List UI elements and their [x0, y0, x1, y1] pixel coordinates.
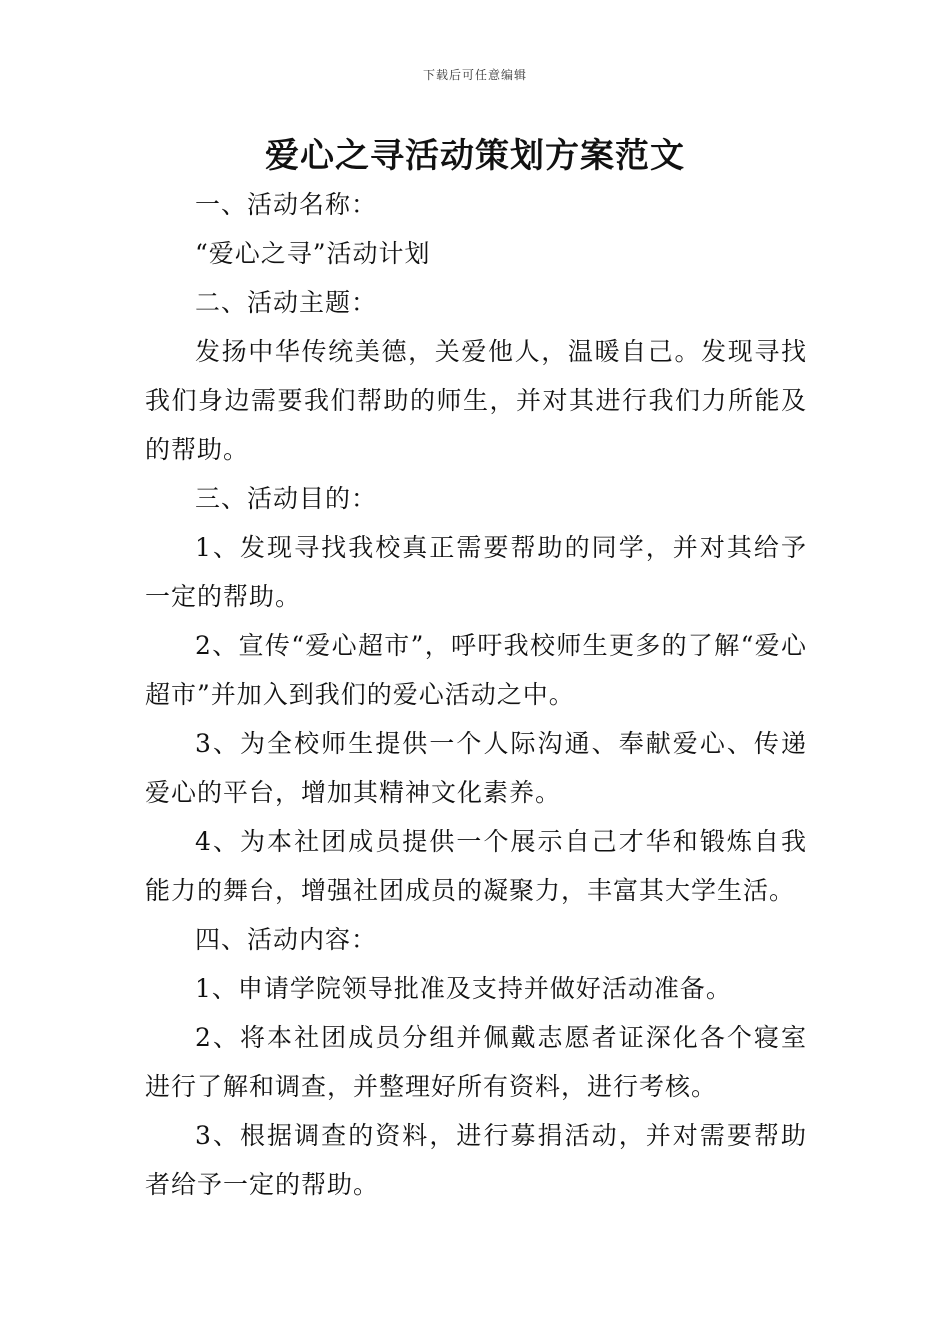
activity-name: “爱心之寻”活动计划 [195, 239, 431, 268]
header-note: 下载后可任意编辑 [422, 68, 527, 82]
purpose-item-4: 4、为本社团成员提供一个展示自己才华和锻炼自我能力的舞台，增强社团成员的凝聚力，丰富其大学生活。 [145, 827, 807, 905]
content-item-2: 2、将本社团成员分组并佩戴志愿者证深化各个寝室进行了解和调查，并整理好所有资料，进行考核。 [145, 1023, 807, 1101]
section-heading-theme: 二、活动主题： [195, 288, 378, 317]
purpose-item-2: 2、宣传“爱心超市”，呼吁我校师生更多的了解“爱心超市”并加入到我们的爱心活动之中。 [145, 631, 807, 709]
section-heading-purpose: 三、活动目的： [195, 484, 378, 513]
content-item-1: 1、申请学院领导批准及支持并做好活动准备。 [195, 974, 732, 1003]
document-body [145, 180, 807, 1209]
section-heading-content: 四、活动内容： [195, 925, 378, 954]
content-item-3: 3、根据调查的资料，进行募捐活动，并对需要帮助者给予一定的帮助。 [145, 1121, 807, 1199]
document-title: 爱心之寻活动策划方案范文 [265, 136, 685, 176]
section-heading-name: 一、活动名称： [195, 190, 378, 219]
purpose-item-1: 1、发现寻找我校真正需要帮助的同学，并对其给予一定的帮助。 [145, 533, 807, 611]
theme-paragraph: 发扬中华传统美德，关爱他人，温暖自己。发现寻找我们身边需要我们帮助的师生，并对其进行我们力所能及的帮助。 [145, 337, 807, 464]
purpose-item-3: 3、为全校师生提供一个人际沟通、奉献爱心、传递爱心的平台，增加其精神文化素养。 [145, 729, 807, 807]
